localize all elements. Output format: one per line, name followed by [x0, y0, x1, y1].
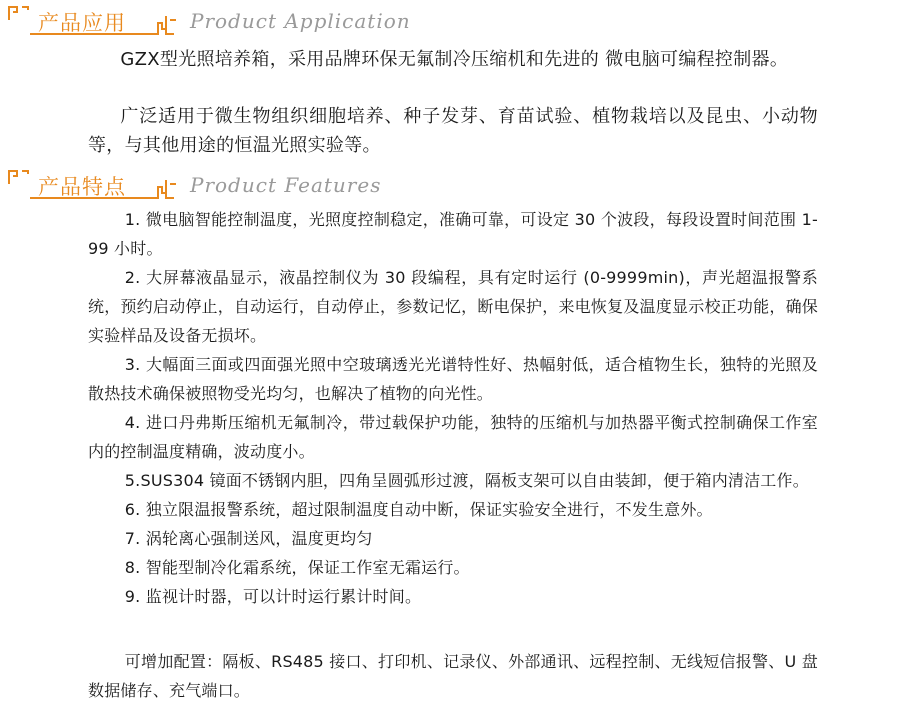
application-header	[8, 4, 888, 38]
list-item: 可增加配置：隔板、RS485 接口、打印机、记录仪、外部通讯、远程控制、无线短信报警、U 盘数据储存、充气端口。	[88, 652, 818, 700]
list-item: 9. 监视计时器，可以计时运行累计时间。	[124, 587, 422, 606]
features-list	[88, 205, 818, 611]
list-item: 3. 大幅面三面或四面强光照中空玻璃透光光谱特性好、热幅射低，适合植物生长，独特的光照及散热技术确保被照物受光均匀，也解决了植物的向光性。	[88, 355, 818, 403]
list-item: 2. 大屏幕液晶显示，液晶控制仪为 30 段编程，具有定时运行 (0-9999min)，声光超温报警系统，预约启动停止，自动运行，自动停止，参数记忆，断电保护，来电恢复及温度显示校正功能，确保实验样品及设备无损坏。	[88, 268, 818, 345]
list-item: 6. 独立限温报警系统，超过限制温度自动中断，保证实验安全进行，不发生意外。	[124, 500, 713, 519]
header-badge	[8, 168, 178, 202]
list-item: 5.SUS304 镜面不锈钢内胆，四角呈圆弧形过渡，隔板支架可以自由装卸，便于箱内清洁工作。	[124, 471, 809, 490]
header-badge	[8, 4, 178, 38]
list-item: 8. 智能型制冷化霜系统，保证工作室无霜运行。	[124, 558, 470, 577]
section-title: 产品特点	[38, 175, 126, 199]
list-item: 1. 微电脑智能控制温度，光照度控制稳定，准确可靠，可设定 30 个波段，每段设置时间范围 1-99 小时。	[88, 210, 818, 258]
page-title-english: Product Application	[190, 9, 411, 33]
list-item: 7. 涡轮离心强制送风，温度更均匀	[124, 529, 373, 548]
section-title-english: Product Features	[190, 173, 382, 197]
list-item: 4. 进口丹弗斯压缩机无氟制冷，带过载保护功能，独特的压缩机与加热器平衡式控制确保工作室内的控制温度精确，波动度小。	[88, 413, 818, 461]
features-header	[8, 168, 888, 202]
page-title: 产品应用	[38, 11, 126, 35]
extra-config	[88, 647, 818, 705]
application-paragraph: GZX型光照培养箱，采用品牌环保无氟制冷压缩机和先进的 微电脑可编程控制器。	[120, 49, 789, 70]
application-paragraph: 广泛适用于微生物组织细胞培养、种子发芽、育苗试验、植物栽培以及昆虫、小动物等，与其他用途的恒温光照实验等。	[88, 106, 818, 156]
